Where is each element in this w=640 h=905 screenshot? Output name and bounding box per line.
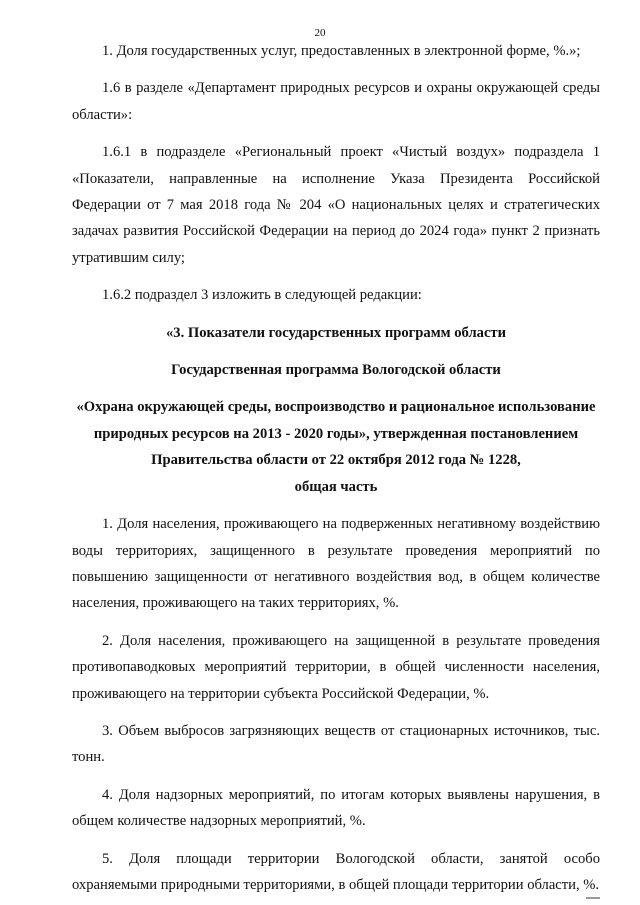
- program-heading: Государственная программа Вологодской области: [171, 362, 501, 379]
- indicator-item: 4. Доля надзорных мероприятий, по итогам которых выявлены нарушения, в общем количестве надзорных мероприятий, %.: [72, 786, 600, 830]
- program-title: «Охрана окружающей среды, воспроизводство и рациональное использование природных ресурсов на 2013 - 2020 годы», утвержденная постановлением Правительства области от 22 октября 2012 года № 1228,: [76, 399, 596, 469]
- document-body: [72, 38, 600, 898]
- paragraph-section-1-6-1: 1.6.1 в подразделе «Региональный проект «Чистый воздух» подраздела 1 «Показатели, направленные на исполнение Указа Президента Российской Федерации от 7 мая 2018 года № 204 «О национальных целях и стратегических задачах развития Российской Федерации на период до 2024 года» пункт 2 признать утратившим силу;: [72, 144, 600, 266]
- section-heading-title: «3. Показатели государственных программ области: [165, 324, 507, 341]
- scan-mark: [586, 897, 600, 899]
- indicator-item: 2. Доля населения, проживающего на защищенной в результате проведения противопаводковых мероприятий территории, в общей численности населения, проживающего на территории субъекта Российской Федерации, %.: [72, 632, 600, 702]
- general-part-heading: общая часть: [294, 478, 378, 495]
- paragraph-section-1-6-2: 1.6.2 подраздел 3 изложить в следующей редакции:: [102, 287, 422, 304]
- indicator-item: 1. Доля населения, проживающего на подверженных негативному воздействию воды территориях, защищенного в результате проведения мероприятий по повышению защищенности от негативного воздействия вод, в общем количестве населения, проживающего на таких территориях, %.: [72, 516, 600, 612]
- indicator-item: 3. Объем выбросов загрязняющих веществ от стационарных источников, тыс. тонн.: [72, 722, 600, 766]
- page-number: 20: [314, 27, 326, 39]
- paragraph-section-1-6: 1.6 в разделе «Департамент природных ресурсов и охраны окружающей среды области»:: [72, 80, 600, 123]
- indicator-item: 5. Доля площади территории Вологодской области, занятой особо охраняемыми природными территориями, в общей площади территории области, %.: [72, 850, 600, 893]
- paragraph-item-1: 1. Доля государственных услуг, предоставленных в электронной форме, %.»;: [102, 43, 581, 59]
